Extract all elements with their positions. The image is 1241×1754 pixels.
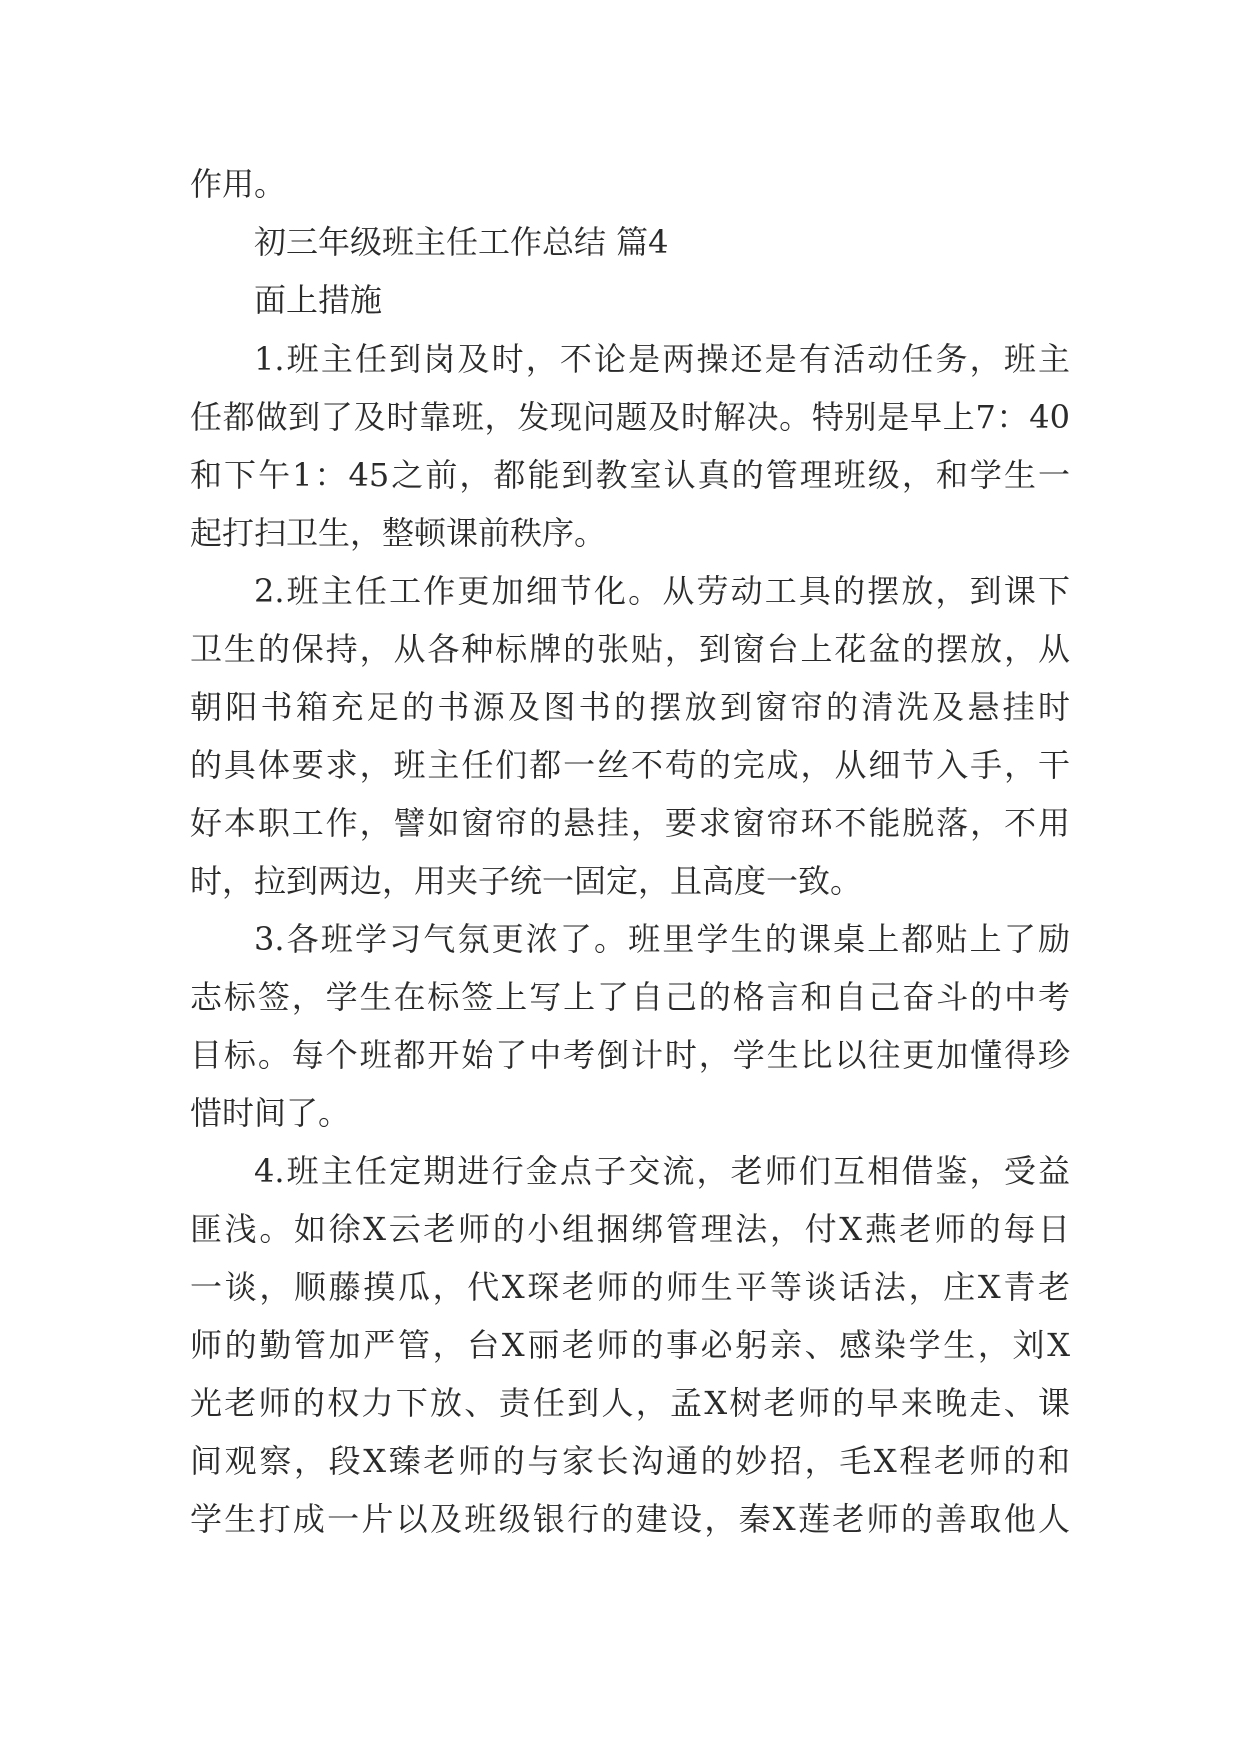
paragraph-2-line: 朝阳书箱充足的书源及图书的摆放到窗帘的清洗及悬挂时 xyxy=(190,688,1070,726)
subsection-heading: 面上措施 xyxy=(254,281,383,319)
paragraph-4-line: 师的勤管加严管，台X丽老师的事必躬亲、感染学生，刘X xyxy=(190,1326,1070,1364)
section-heading: 初三年级班主任工作总结 篇4 xyxy=(254,223,669,261)
paragraph-4-line: 一谈，顺藤摸瓜，代X琛老师的师生平等谈话法，庄X青老 xyxy=(190,1268,1070,1306)
paragraph-2-line: 时，拉到两边，用夹子统一固定，且高度一致。 xyxy=(190,862,863,900)
paragraph-4-line: 4.班主任定期进行金点子交流，老师们互相借鉴，受益 xyxy=(254,1152,1070,1190)
paragraph-4-line: 匪浅。如徐X云老师的小组捆绑管理法，付X燕老师的每日 xyxy=(190,1210,1070,1248)
paragraph-1-line: 任都做到了及时靠班，发现问题及时解决。特别是早上7：40 xyxy=(190,398,1070,436)
paragraph-2-line: 2.班主任工作更加细节化。从劳动工具的摆放，到课下 xyxy=(254,572,1070,610)
paragraph-2-line: 卫生的保持，从各种标牌的张贴，到窗台上花盆的摆放，从 xyxy=(190,630,1070,668)
paragraph-4-line: 间观察，段X臻老师的与家长沟通的妙招，毛X程老师的和 xyxy=(190,1442,1070,1480)
paragraph-1-line: 和下午1：45之前，都能到教室认真的管理班级，和学生一 xyxy=(190,456,1070,494)
paragraph-4-line: 光老师的权力下放、责任到人，孟X树老师的早来晚走、课 xyxy=(190,1384,1070,1422)
paragraph-4-line: 学生打成一片以及班级银行的建设，秦X莲老师的善取他人 xyxy=(190,1500,1070,1538)
paragraph-2-line: 的具体要求，班主任们都一丝不苟的完成，从细节入手，干 xyxy=(190,746,1070,784)
paragraph-3-line: 志标签，学生在标签上写上了自己的格言和自己奋斗的中考 xyxy=(190,978,1070,1016)
paragraph-1-line: 1.班主任到岗及时，不论是两操还是有活动任务，班主 xyxy=(254,340,1070,378)
paragraph-2-line: 好本职工作，譬如窗帘的悬挂，要求窗帘环不能脱落，不用 xyxy=(190,804,1070,842)
paragraph-1-line: 起打扫卫生，整顿课前秩序。 xyxy=(190,514,607,552)
paragraph-3-line: 3.各班学习气氛更浓了。班里学生的课桌上都贴上了励 xyxy=(254,920,1070,958)
text-line-continuation: 作用。 xyxy=(190,165,287,203)
paragraph-3-line: 目标。每个班都开始了中考倒计时，学生比以往更加懂得珍 xyxy=(190,1036,1070,1074)
paragraph-3-line: 惜时间了。 xyxy=(190,1094,351,1132)
